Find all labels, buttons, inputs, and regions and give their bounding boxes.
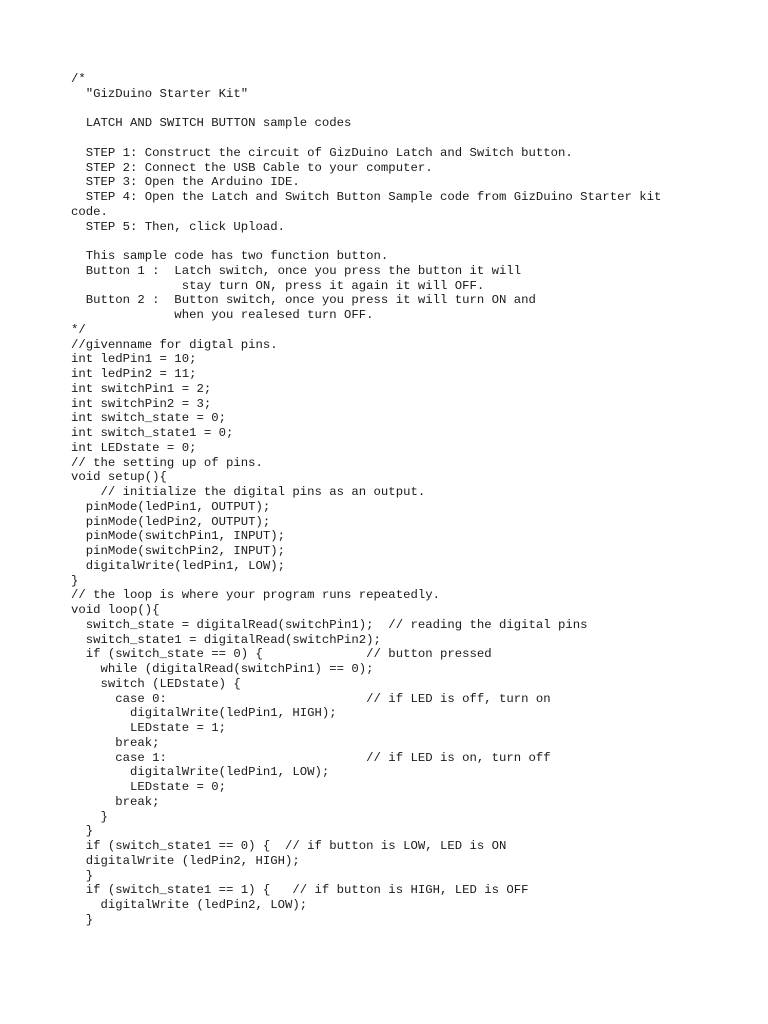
code-line: } <box>71 912 94 927</box>
code-line: digitalWrite (ledPin2, HIGH); <box>71 853 300 868</box>
code-line: switch (LEDstate) { <box>71 676 241 691</box>
code-line: digitalWrite (ledPin2, LOW); <box>71 898 308 912</box>
code-line: if (switch_state1 == 1) { // if button is HIGH, LED is OFF <box>71 883 529 898</box>
code-line: void loop(){ <box>71 603 160 617</box>
code-line: */ <box>71 322 86 337</box>
code-line: STEP 2: Connect the USB Cable to your computer. <box>71 160 433 175</box>
code-line: } <box>71 809 108 824</box>
code-line: /* <box>71 72 86 86</box>
code-line: STEP 1: Construct the circuit of GizDuino Latch and Switch button. <box>71 145 573 160</box>
code-line: } <box>71 868 94 883</box>
code-line: //givenname for digtal pins. <box>71 337 278 352</box>
code-line: digitalWrite(ledPin1, HIGH); <box>71 706 337 721</box>
code-line: void setup(){ <box>71 470 167 485</box>
code-line: while (digitalRead(switchPin1) == 0); <box>71 662 374 676</box>
code-line: pinMode(ledPin1, OUTPUT); <box>71 499 271 514</box>
code-line <box>71 234 711 249</box>
code-line: pinMode(switchPin2, INPUT); <box>71 544 286 558</box>
code-line: This sample code has two function button. <box>71 249 389 263</box>
code-line: LEDstate = 1; <box>71 721 226 735</box>
code-line: int switch_state1 = 0; <box>71 426 234 440</box>
code-line: STEP 4: Open the Latch and Switch Button Sample code from GizDuino Starter kit <box>71 190 662 204</box>
code-line: break; <box>71 735 160 750</box>
code-line <box>71 131 711 146</box>
code-line: "GizDuino Starter Kit" <box>71 86 249 101</box>
code-line: STEP 3: Open the Arduino IDE. <box>71 175 300 190</box>
code-line: case 0: // if LED is off, turn on <box>71 691 551 706</box>
code-line <box>71 102 711 117</box>
code-line: LEDstate = 0; <box>71 780 226 794</box>
code-line: Button 2 : Button switch, once you press it will turn ON and <box>71 293 536 308</box>
code-line: code. <box>71 204 108 219</box>
code-line: // the setting up of pins. <box>71 455 263 470</box>
code-line: STEP 5: Then, click Upload. <box>71 219 286 234</box>
code-line: break; <box>71 794 160 809</box>
code-line: // initialize the digital pins as an output. <box>71 485 426 499</box>
code-line: LATCH AND SWITCH BUTTON sample codes <box>71 116 352 131</box>
code-line: int ledPin2 = 11; <box>71 367 197 381</box>
code-line: int LEDstate = 0; <box>71 440 197 455</box>
code-line: pinMode(switchPin1, INPUT); <box>71 529 286 544</box>
code-line: } <box>71 824 94 839</box>
code-line: } <box>71 573 79 588</box>
code-line: digitalWrite(ledPin1, LOW); <box>71 558 286 573</box>
code-line: switch_state1 = digitalRead(switchPin2); <box>71 632 381 647</box>
code-line: int switchPin2 = 3; <box>71 396 212 411</box>
code-line: digitalWrite(ledPin1, LOW); <box>71 765 330 780</box>
code-line: if (switch_state == 0) { // button pressed <box>71 647 492 662</box>
code-line: int switchPin1 = 2; <box>71 381 212 396</box>
code-line: pinMode(ledPin2, OUTPUT); <box>71 514 271 529</box>
code-line: int ledPin1 = 10; <box>71 352 197 367</box>
code-line: if (switch_state1 == 0) { // if button is LOW, LED is ON <box>71 839 507 853</box>
code-line: when you realesed turn OFF. <box>71 308 374 322</box>
code-line: int switch_state = 0; <box>71 411 226 426</box>
code-listing <box>71 72 711 928</box>
code-line: case 1: // if LED is on, turn off <box>71 750 551 765</box>
code-line: switch_state = digitalRead(switchPin1); // reading the digital pins <box>71 617 588 632</box>
code-line: stay turn ON, press it again it will OFF. <box>71 278 485 293</box>
code-line: // the loop is where your program runs repeatedly. <box>71 588 440 603</box>
code-line: Button 1 : Latch switch, once you press the button it will <box>71 263 522 278</box>
